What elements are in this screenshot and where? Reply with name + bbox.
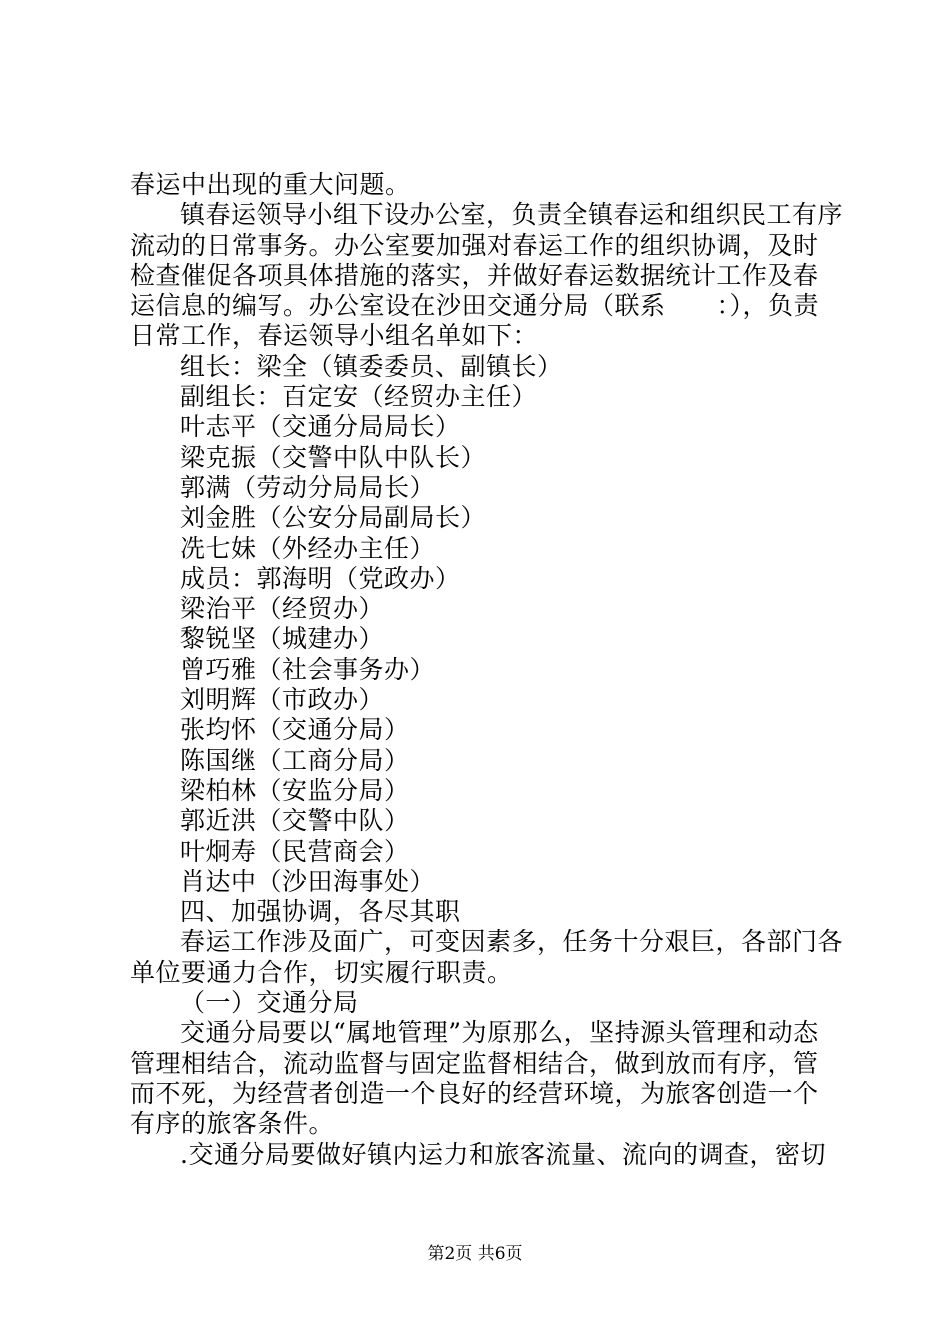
text-line: 运信息的编写。办公室设在沙田交通分局（联系 ：），负责 <box>130 291 820 321</box>
text-line: 叶志平（交通分局局长） <box>180 412 461 442</box>
text-line: 副组长：百定安（经贸办主任） <box>180 382 538 412</box>
text-line: 镇春运领导小组下设办公室，负责全镇春运和组织民工有序 <box>180 200 844 230</box>
text-line: 春运中出现的重大问题。 <box>130 170 411 199</box>
text-line: 肖达中（沙田海事处） <box>180 866 436 896</box>
text-line: 曾巧雅（社会事务办） <box>180 654 436 684</box>
text-line: 成员：郭海明（党政办） <box>180 563 461 593</box>
text-line: 陈国继（工商分局） <box>180 745 410 775</box>
text-line: 梁克振（交警中队中队长） <box>180 442 487 472</box>
text-line: 管理相结合，流动监督与固定监督相结合，做到放而有序，管 <box>130 1048 819 1078</box>
text-line: 春运工作涉及面广，可变因素多，任务十分艰巨，各部门各 <box>180 927 844 957</box>
text-line: .交通分局要做好镇内运力和旅客流量、流向的调查，密切 <box>180 1139 826 1169</box>
text-line: 组长：梁全（镇委委员、副镇长） <box>180 351 563 381</box>
text-line: 黎锐坚（城建办） <box>180 624 385 654</box>
text-line: 刘金胜（公安分局副局长） <box>180 503 487 533</box>
text-line: 单位要通力合作，切实履行职责。 <box>130 957 513 987</box>
text-line: 郭近洪（交警中队） <box>180 806 410 836</box>
text-line: 检查催促各项具体措施的落实，并做好春运数据统计工作及春 <box>130 260 819 290</box>
text-line: 刘明辉（市政办） <box>180 685 385 715</box>
text-line: 而不死，为经营者创造一个良好的经营环境，为旅客创造一个 <box>130 1078 819 1108</box>
text-line: 冼七妹（外经办主任） <box>180 533 436 563</box>
text-line: （一）交通分局 <box>180 988 359 1018</box>
text-line: 流动的日常事务。办公室要加强对春运工作的组织协调，及时 <box>130 230 819 260</box>
text-line: 有序的旅客条件。 <box>130 1109 335 1139</box>
text-line: 张均怀（交通分局） <box>180 715 410 745</box>
text-line: 交通分局要以“属地管理”为原那么，坚持源头管理和动态 <box>180 1018 819 1048</box>
document-body <box>130 170 844 1170</box>
text-line: 日常工作，春运领导小组名单如下： <box>130 321 539 351</box>
text-line: 四、加强协调，各尽其职 <box>180 897 461 927</box>
page-footer: 第2页 共6页 <box>427 1244 523 1264</box>
text-line: 叶炯寿（民营商会） <box>180 836 410 866</box>
text-line: 郭满（劳动分局局长） <box>180 472 436 502</box>
text-line: 梁治平（经贸办） <box>180 594 385 624</box>
text-line: 梁柏林（安监分局） <box>180 775 410 805</box>
